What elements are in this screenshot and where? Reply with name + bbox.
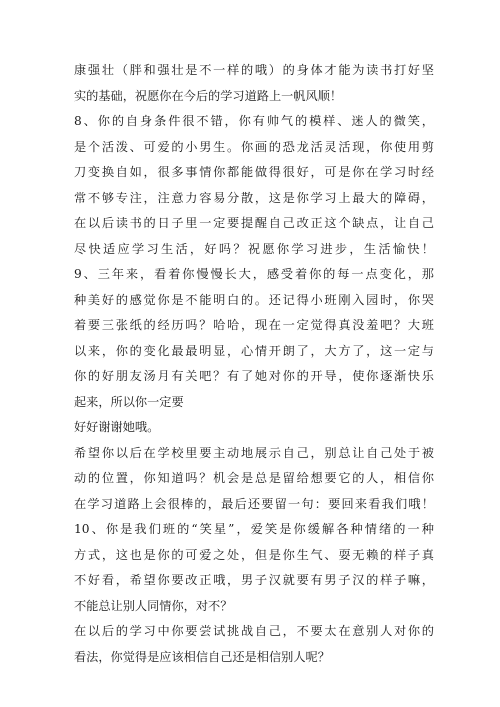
text-line: 不好看，希望你要改正哦，男子汉就要有男子汉的样子嘛， bbox=[74, 573, 434, 587]
text-line: 好好谢谢她哦。 bbox=[74, 420, 160, 434]
text-line: 不能总让别人同情你，对不？ bbox=[74, 598, 233, 613]
text-line: 起来，所以你一定要 bbox=[74, 394, 184, 409]
text-line: 以来，你的变化最最明显，心情开朗了，大方了，这一定与 bbox=[74, 343, 434, 358]
text-line: 着要三张纸的经历吗？哈哈，现在一定觉得真没羞吧？大班 bbox=[74, 318, 434, 332]
text-line: 尽快适应学习生活，好吗？祝愿你学习进步，生活愉快！ bbox=[74, 241, 434, 256]
text-line: 常不够专注，注意力容易分散，这是你学习上最大的障碍， bbox=[74, 190, 434, 205]
text-line: 10、你是我们班的“笑星”，爱笑是你缓解各种情绪的一种 bbox=[74, 522, 434, 536]
text-line: 你的好朋友汤月有关吧？有了她对你的开导，使你逐渐快乐 bbox=[74, 369, 434, 383]
text-line: 希望你以后在学校里要主动地展示自己，别总让自己处于被 bbox=[74, 445, 434, 460]
text-line: 实的基础，祝愿你在今后的学习道路上一帆风顺！ bbox=[74, 88, 343, 103]
text-line: 在学习道路上会很棒的，最后还要留一句：要回来看我们哦！ bbox=[74, 496, 434, 511]
text-line: 康强壮（胖和强壮是不一样的哦）的身体才能为读书打好坚 bbox=[74, 63, 434, 77]
text-line: 方式，这也是你的可爱之处，但是你生气、耍无赖的样子真 bbox=[74, 547, 434, 562]
text-line: 在以后读书的日子里一定要提醒自己改正这个缺点，让自己 bbox=[74, 216, 434, 230]
text-line: 刀变换自如，很多事情你都能做得很好，可是你在学习时经 bbox=[74, 165, 434, 179]
text-line: 是个活泼、可爱的小男生。你画的恐龙活灵活现，你使用剪 bbox=[74, 139, 434, 154]
text-line: 在以后的学习中你要尝试挑战自己，不要太在意别人对你的 bbox=[74, 624, 434, 638]
text-line: 动的位置，你知道吗？机会是总是留给想要它的人，相信你 bbox=[74, 471, 434, 485]
document-body bbox=[74, 58, 434, 670]
text-line: 9、三年来，看着你慢慢长大，感受着你的每一点变化，那 bbox=[74, 267, 434, 281]
text-line: 种美好的感觉你是不能明白的。还记得小班刚入园时，你哭 bbox=[74, 292, 434, 307]
text-line: 看法，你觉得是应该相信自己还是相信别人呢？ bbox=[74, 649, 330, 664]
text-line: 8、你的自身条件很不错，你有帅气的模样、迷人的微笑， bbox=[74, 114, 434, 128]
